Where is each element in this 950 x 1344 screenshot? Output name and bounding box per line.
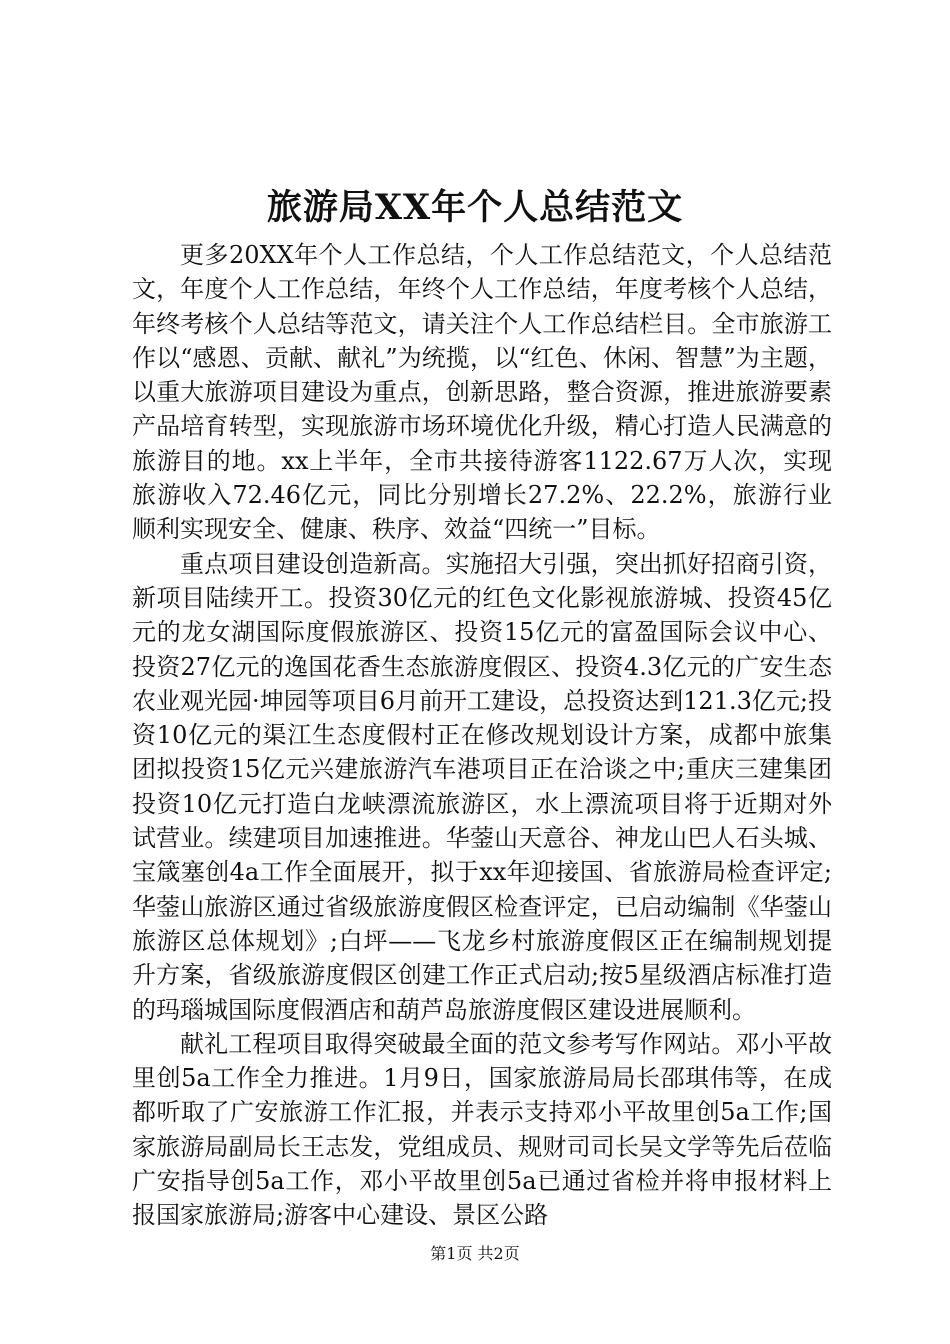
paragraph-3: 献礼工程项目取得突破最全面的范文参考写作网站。邓小平故里创5a工作全力推进。1月9日，国家旅游局局长邵琪伟等，在成都听取了广安旅游工作汇报，并表示支持邓小平故里创5a工作;国家旅游局副局长王志发，党组成员、规财司司长吴文学等先后莅临广安指导创5a工作，邓小平故里创5a已通过省检并将申报材料上报国家旅游局;游客中心建设、景区公路 xyxy=(132,1029,832,1230)
paragraph-2: 重点项目建设创造新高。实施招大引强，突出抓好招商引资，新项目陆续开工。投资30亿元的红色文化影视旅游城、投资45亿元的龙女湖国际度假旅游区、投资15亿元的富盈国际会议中心、投资27亿元的逸国花香生态旅游度假区、投资4.3亿元的广安生态农业观光园·坤园等项目6月前开工建设，总投资达到121.3亿元;投资10亿元的渠江生态度假村正在修改规划设计方案，成都中旅集团拟投资15亿元兴建旅游汽车港项目正在洽谈之中;重庆三建集团投资10亿元打造白龙峡漂流旅游区，水上漂流项目将于近期对外试营业。续建项目加速推进。华蓥山天意谷、神龙山巴人石头城、宝箴塞创4a工作全面展开，拟于xx年迎接国、省旅游局检查评定;华蓥山旅游区通过省级旅游度假区检查评定，已启动编制《华蓥山旅游区总体规划》;白坪——飞龙乡村旅游度假区正在编制规划提升方案，省级旅游度假区创建工作正式启动;按5星级酒店标准打造的玛瑙城国际度假酒店和葫芦岛旅游度假区建设进展顺利。 xyxy=(132,549,832,1024)
page-footer: 第1页 共2页 xyxy=(430,1244,520,1263)
paragraph-1: 更多20XX年个人工作总结，个人工作总结范文，个人总结范文，年度个人工作总结，年终个人工作总结，年度考核个人总结，年终考核个人总结等范文，请关注个人工作总结栏目。全市旅游工作以“感恩、贡献、献礼”为统揽，以“红色、休闲、智慧”为主题，以重大旅游项目建设为重点，创新思路，整合资源，推进旅游要素产品培育转型，实现旅游市场环境优化升级，精心打造人民满意的旅游目的地。xx上半年，全市共接待游客1122.67万人次，实现旅游收入72.46亿元，同比分别增长27.2%、22.2%，旅游行业顺利实现安全、健康、秩序、效益“四统一”目标。 xyxy=(132,241,832,544)
document-title: 旅游局XX年个人总结范文 xyxy=(266,187,684,228)
document-body xyxy=(132,238,832,1233)
